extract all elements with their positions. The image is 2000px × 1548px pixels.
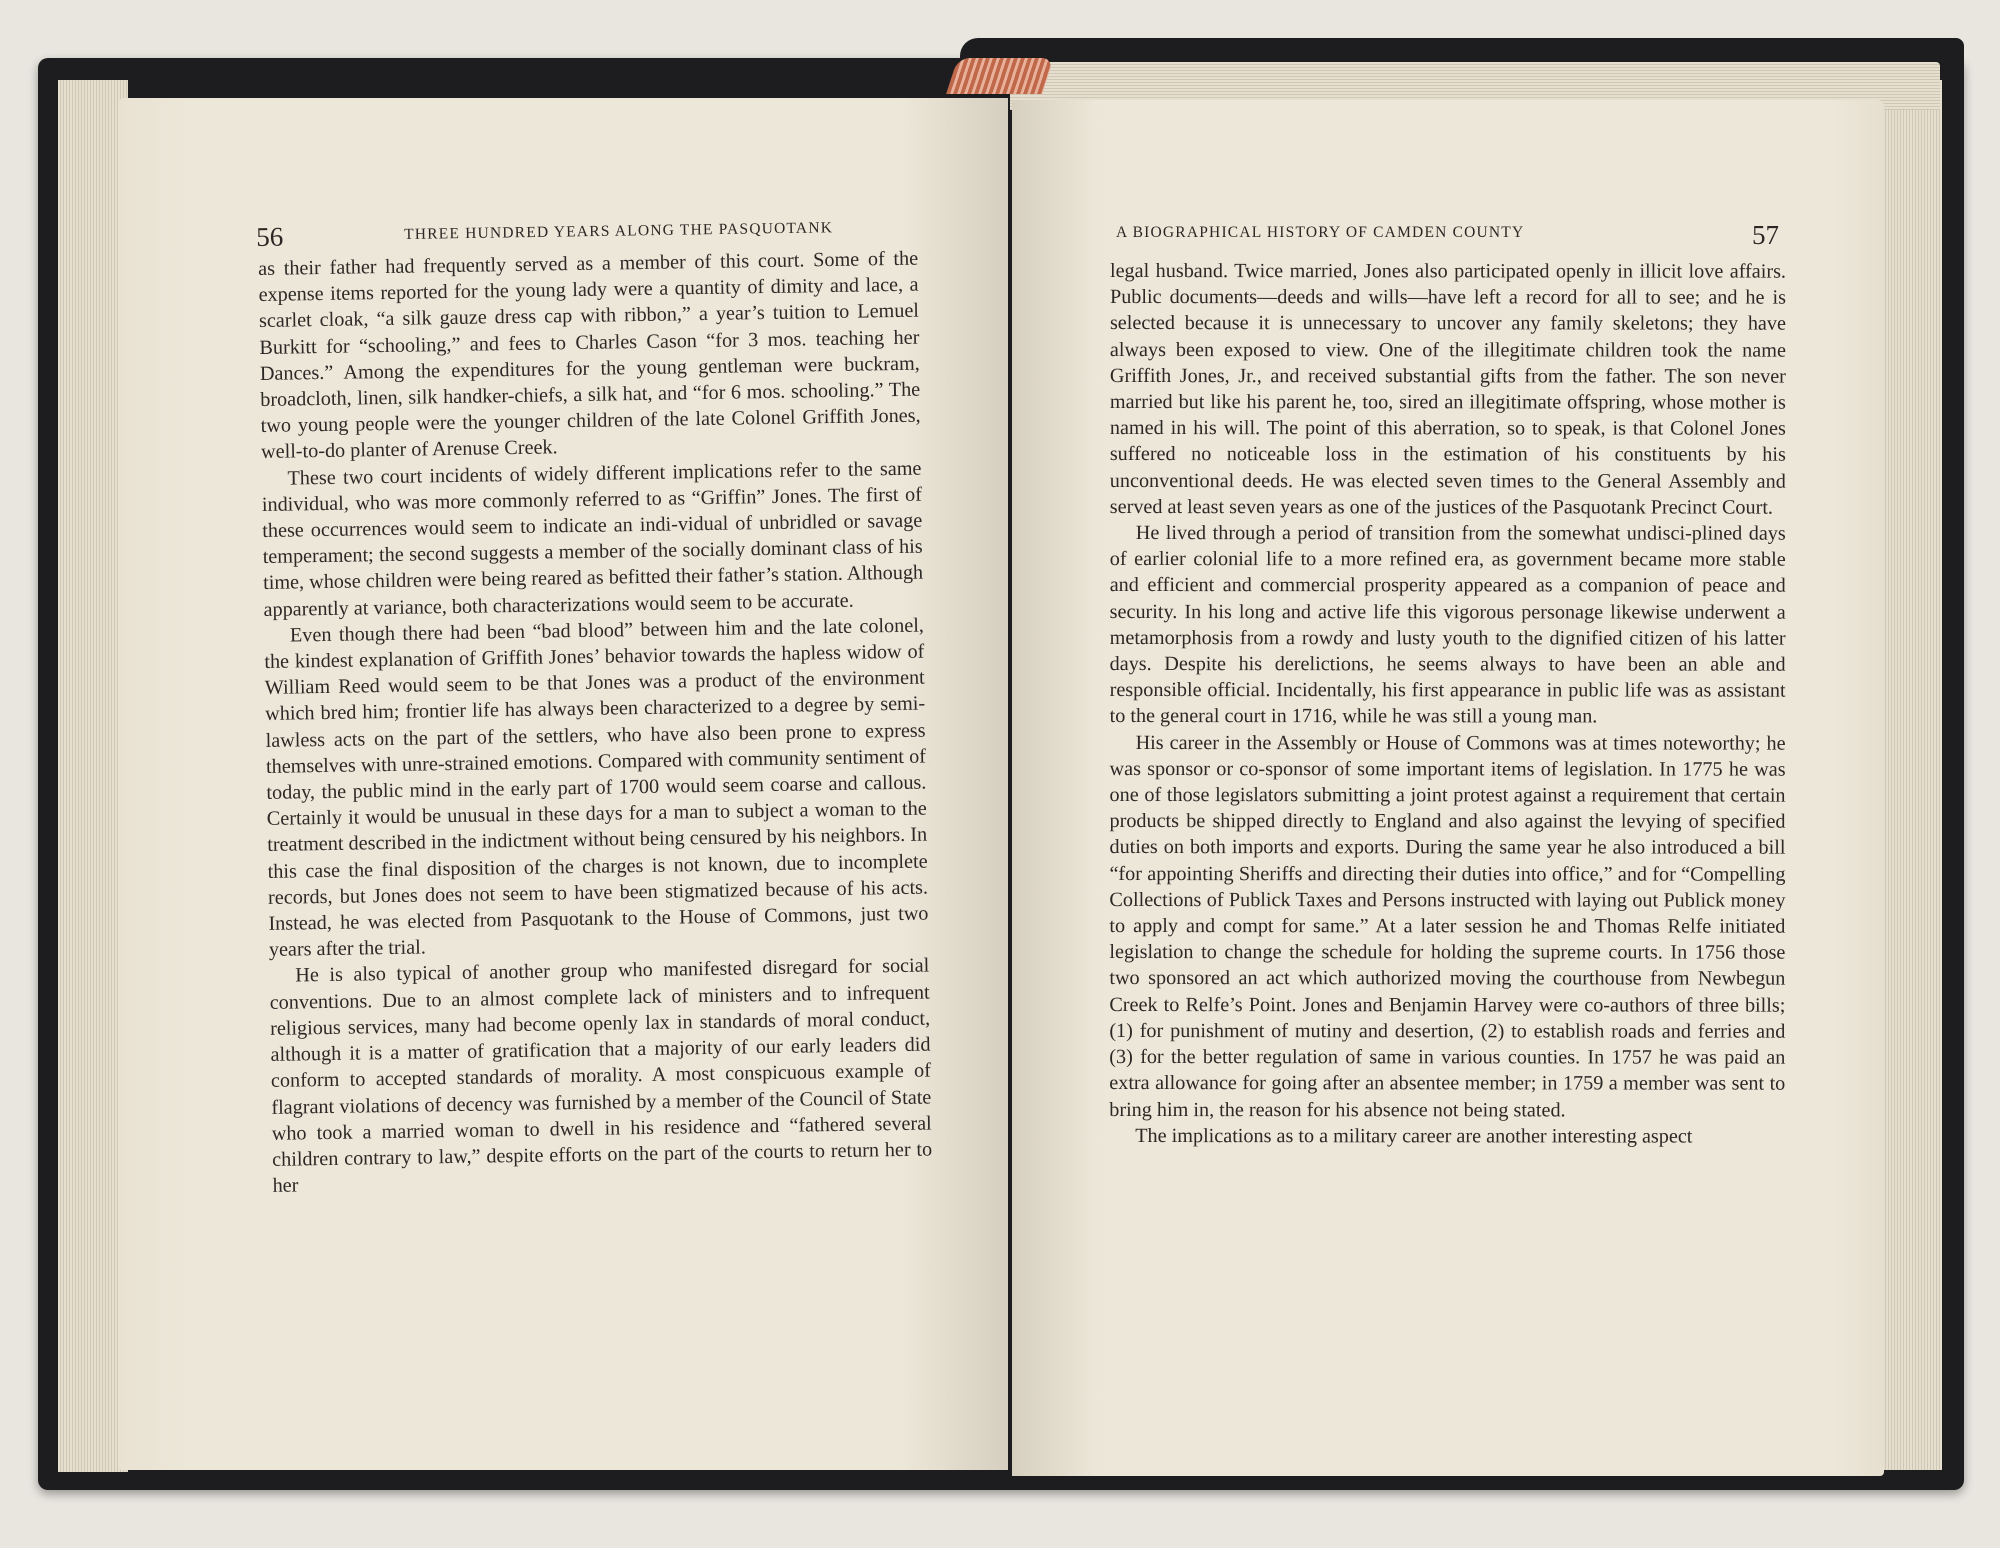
running-head: THREE HUNDRED YEARS ALONG THE PASQUOTANK (404, 219, 834, 243)
paragraph: The implications as to a military career are another interesting aspect (1135, 1124, 1693, 1148)
page-edges-right (1880, 80, 1942, 1470)
paragraph: These two court incidents of widely different implications refer to the same individual, who was more commonly referred to as “Griffin” Jones. The first of these occurrences would seem to indicate an indi-vidual of unbridled or savage temperament; the second suggests a member of the socially dominant class of his time, whose children were being reared as befitted their father’s station. Although apparently at variance, both characterizations would seem to be accurate. (261, 457, 924, 621)
paragraph: legal husband. Twice married, Jones also participated openly in illicit love affairs. Public documents—deeds and wills—have left a record for all to see; and he is selected because it is unnecessary to uncover any family skeletons; they have always been exposed to view. One of the illegitimate children took the name Griffith Jones, Jr., and received substantial gifts from the father. The son never married but like his parent he, too, sired an illegitimate offspring, whose mother is named in his will. The point of this aberration, so to speak, is that Colonel Jones suffered no noticeable loss in the estimation of his constituents by his unconventional deeds. He was elected seven times to the General Assembly and served at least seven years as one of the justices of the Pasquotank Precinct Court. (1109, 260, 1786, 519)
body-text (258, 246, 933, 1200)
headband (946, 58, 1054, 94)
right-page (1012, 100, 1884, 1476)
page-number: 56 (256, 221, 284, 252)
paragraph: He is also typical of another group who manifested disregard for social conventions. Due to an almost complete lack of ministers and to infrequent religious services, many had become openly lax in standards of moral conduct, although it is a matter of gratification that a majority of our early leaders did conform to accepted standards of morality. A most conspicuous example of flagrant violations of decency was furnished by a member of the Council of State who took a married woman to dwell in his residence and “fathered several children contrary to law,” despite efforts on the part of the courts to return her to her (269, 955, 933, 1197)
left-page (118, 98, 1008, 1470)
page-number: 57 (1752, 220, 1779, 250)
running-head: A BIOGRAPHICAL HISTORY OF CAMDEN COUNTY (1116, 224, 1525, 241)
paragraph: Even though there had been “bad blood” between him and the late colonel, the kindest explanation of Griffith Jones’ behavior towards the hapless widow of William Reed would seem to be that Jones was a product of the environment which bred him; frontier life has always been characterized to a degree by semi-lawless acts on the part of the settlers, who have also been prone to express themselves with unre-strained emotions. Compared with community sentiment of today, the public mind in the early part of 1700 would seem coarse and callous. Certainly it would be unusual in these days for a man to subject a woman to the treatment described in the indictment without being censured by his neighbors. In this case the final disposition of the charges is not known, due to incomplete records, but Jones does not seem to have been stigmatized because of his acts. Instead, he was elected from Pasquotank to the House of Commons, just two years after the trial. (264, 614, 929, 962)
paragraph: as their father had frequently served as a member of this court. Some of the expense items reported for the young lady were a quantity of dimity and lace, a scarlet cloak, “a silk gauze dress cap with ribbon,” a year’s tuition to Lemuel Burkitt for “schooling,” and fees to Charles Cason “for 3 mos. teaching her Dances.” Among the expenditures for the young gentleman were buckram, broadcloth, linen, silk handker-chiefs, a silk hat, and “for 6 mos. schooling.” The two young people were the younger children of the late Colonel Griffith Jones, well-to-do planter of Arenuse Creek. (258, 247, 921, 464)
body-text (1109, 258, 1786, 1149)
paragraph: His career in the Assembly or House of Commons was at times noteworthy; he was sponsor or co-sponsor of some important items of legislation. In 1775 he was one of those legislators submitting a joint protest against a requirement that certain products be shipped directly to England and also against the levying of specified duties on both imports and exports. During the same year he also introduced a bill “for appointing Sheriffs and directing their duties into office,” and for “Compelling Collections of Publick Taxes and Persons instructed with laying out Publick money to apply and compt for same.” At a later session he and Thomas Relfe initiated legislation to change the schedule for holding the supreme courts. In 1756 those two sponsored an act which authorized moving the courthouse from Newbegun Creek to Relfe’s Point. Jones and Benjamin Harvey were co-authors of three bills; (1) for punishment of mutiny and desertion, (2) to establish roads and ferries and (3) for the better regulation of same in various counties. In 1757 he was paid an extra allowance for going after an absentee member; in 1759 a member was sent to bring him in, the reason for his absence not being stated. (1109, 731, 1786, 1121)
paragraph: He lived through a period of transition from the somewhat undisci-plined days of earlier colonial life to a more refined era, as government became more stable and efficient and commercial prosperity appeared as a companion of peace and security. In his long and active life this vigorous personage likewise underwent a metamorphosis from a rowdy and lusty youth to the dignified citizen of his latter days. Despite his derelictions, he seems always to have been an able and responsible official. Incidentally, his first appearance in public life was as assistant to the general court in 1716, while he was still a young man. (1109, 522, 1786, 728)
